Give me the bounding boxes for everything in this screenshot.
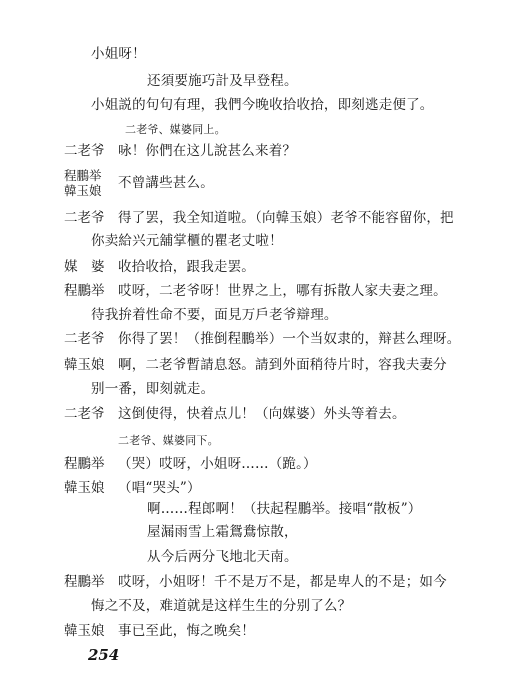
speaker-name: 二老爷 — [64, 210, 105, 226]
dialogue-line: 哎呀，小姐呀！千不是万不是，都是卑人的不是；如今 — [118, 574, 447, 590]
speaker-name: 韓玉娘 — [64, 183, 102, 198]
dialogue-line: 你得了罢！（推倒程鵬举）一个当奴隶的，辩甚么理呀。 — [118, 331, 461, 347]
dialogue-line: 啊，二老爷暫請息怒。請到外面稍待片时，容我夫妻分 — [118, 357, 447, 373]
speaker-name: 韓玉娘 — [64, 480, 105, 496]
speaker-name: 二老爷 — [64, 143, 105, 159]
dialogue-line: 这倒使得，快着点儿！（向媒婆）外头等着去。 — [118, 406, 406, 422]
speaker-name: 媒 婆 — [64, 259, 105, 275]
speaker-name: 程鵬举 — [64, 283, 105, 299]
dialogue-line: 事已至此，悔之晚矣！ — [118, 623, 255, 639]
dialogue-line: 悔之不及，难道就是这样生生的分别了么？ — [91, 598, 352, 614]
song-line: 还須要施巧計及早登程。 — [147, 73, 298, 89]
dialogue-line: 待我拚着性命不要，面見万戶老爷辯理。 — [91, 307, 338, 323]
dialogue-line: 你卖給兴元舖掌櫃的瞿老丈啦！ — [91, 233, 283, 249]
dialogue-line: 小姐説的句句有理，我們今晚收拾收拾，即刻逃走便了。 — [91, 97, 434, 113]
dialogue-line: 不曾講些甚么。 — [118, 175, 214, 191]
speaker-name: 韓玉娘 — [64, 623, 105, 639]
page-number: 254 — [88, 646, 120, 664]
song-line: 从今后两分飞地北天南。 — [147, 549, 298, 565]
dialogue-line: 别一番，即刻就走。 — [91, 381, 215, 397]
dialogue-line: 收拾收拾，跟我走罢。 — [118, 259, 255, 275]
speaker-name: 韓玉娘 — [64, 357, 105, 373]
speaker-name: 二老爷 — [64, 406, 105, 422]
song-line: 屋漏雨雪上霜鴛鴦惊散， — [147, 524, 298, 540]
speaker-name: 程鵬举 — [64, 456, 105, 472]
dialogue-line: 得了罢，我全知道啦。（向韓玉娘）老爷不能容留你，把 — [118, 210, 454, 226]
song-line: 啊……程郎啊！（扶起程鵬举。接唱“散板”） — [147, 501, 422, 517]
dialogue-line: （唱“哭头”） — [118, 480, 201, 496]
stage-direction: 二老爷、媒婆同上。 — [125, 123, 226, 136]
speaker-name: 二老爷 — [64, 331, 105, 347]
dialogue-line: （哭）哎呀，小姐呀……（跪。） — [118, 456, 317, 472]
speaker-name: 程鵬举 — [64, 168, 102, 183]
speaker-name: 程鵬举 — [64, 574, 105, 590]
stage-direction: 二老爷、媒婆同下。 — [118, 434, 219, 447]
dialogue-line: 咏！你們在这儿說甚么来着？ — [118, 143, 297, 159]
dialogue-line: 小姐呀！ — [91, 46, 146, 62]
dialogue-line: 哎呀，二老爷呀！世界之上，哪有拆散人家夫妻之理。 — [118, 283, 447, 299]
